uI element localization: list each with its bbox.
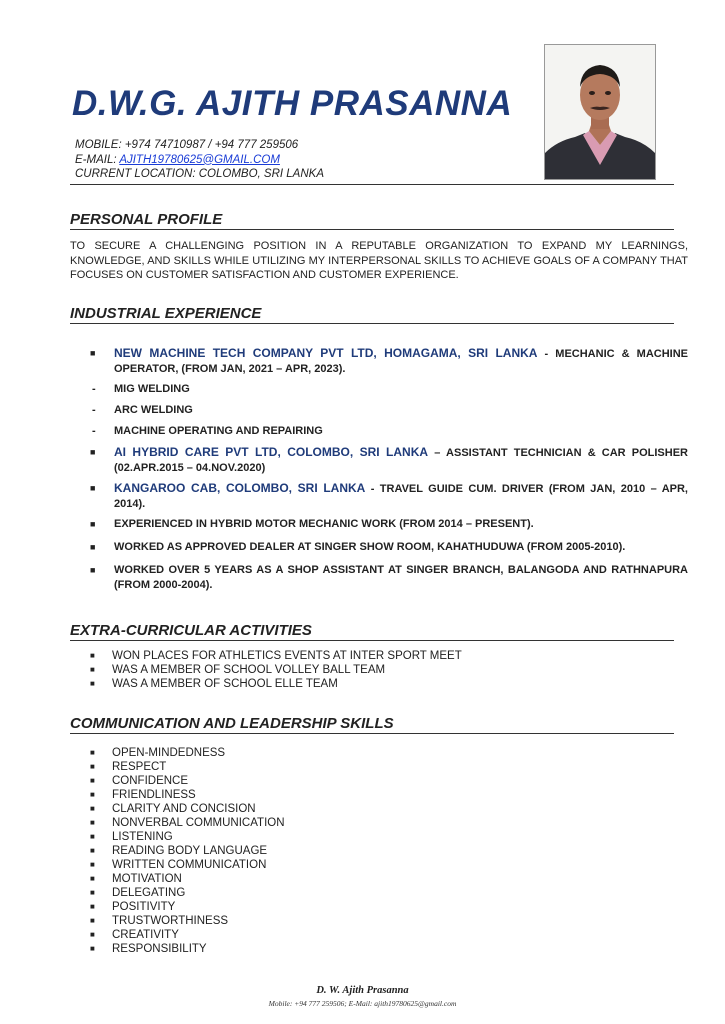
square-bullet-icon: ■ [90, 930, 95, 939]
list-item [90, 816, 285, 830]
square-bullet-icon: ■ [90, 944, 95, 953]
list-item [90, 914, 285, 928]
experience-item [90, 445, 688, 476]
experience-item [90, 517, 688, 532]
contact-block [75, 138, 324, 182]
section-title-extra-curricular: EXTRA-CURRICULAR ACTIVITIES [70, 622, 674, 641]
skill-text: RESPONSIBILITY [112, 943, 207, 955]
dash-bullet-icon: - [92, 425, 96, 437]
square-bullet-icon: ■ [90, 348, 96, 358]
square-bullet-icon: ■ [90, 483, 96, 493]
experience-list [90, 346, 688, 593]
list-item [90, 886, 285, 900]
header-divider [70, 184, 674, 185]
skill-text: READING BODY LANGUAGE [112, 845, 268, 857]
skill-text: NONVERBAL COMMUNICATION [112, 817, 285, 829]
sub-list-container [90, 382, 688, 439]
skill-text: LISTENING [112, 831, 173, 843]
square-bullet-icon: ■ [90, 519, 96, 529]
experience-item [90, 540, 688, 555]
skill-text: FRIENDLINESS [112, 789, 196, 801]
list-item [90, 677, 462, 691]
list-item [90, 858, 285, 872]
email-label: E-MAIL: [75, 153, 120, 166]
list-item [90, 760, 285, 774]
square-bullet-icon: ■ [90, 860, 95, 869]
footer-contact: Mobile: +94 777 259506; E-Mail: ajith19780625@gmail.com [268, 999, 457, 1008]
list-item [90, 830, 285, 844]
skill-text: CREATIVITY [112, 929, 179, 941]
square-bullet-icon: ■ [90, 651, 95, 660]
square-bullet-icon: ■ [90, 542, 96, 552]
footer-name: D. W. Ajith Prasanna [316, 985, 409, 996]
list-item [90, 649, 462, 663]
email-line [75, 153, 324, 168]
role-details: - TRAVEL GUIDE CUM. DRIVER (FROM JAN, 2010 – APR, 2014). [114, 483, 688, 510]
list-item [90, 802, 285, 816]
role-details: - MECHANIC & MACHINE OPERATOR, (FROM JAN, 2021 – APR, 2023). [114, 348, 688, 375]
location-line: CURRENT LOCATION: COLOMBO, SRI LANKA [75, 168, 324, 180]
portrait-illustration [545, 45, 655, 179]
personal-profile-text: TO SECURE A CHALLENGING POSITION IN A REPUTABLE ORGANIZATION TO EXPAND MY LEARNINGS, KNOWLEDGE, AND SKILLS WHILE UTILIZING MY INTERPERSONAL SKILLS TO ACHIEVE GOALS OF A COMPANY THAT FOCUSES ON CUSTOMER SATISFACTION AND CUSTOMER EXPERIENCE. [70, 240, 688, 281]
dash-bullet-icon: - [92, 404, 96, 416]
square-bullet-icon: ■ [90, 804, 95, 813]
company-name: AI HYBRID CARE PVT LTD, COLOMBO, SRI LANKA [114, 445, 429, 459]
square-bullet-icon: ■ [90, 874, 95, 883]
sub-item-text: ARC WELDING [114, 404, 193, 416]
skill-text: POSITIVITY [112, 901, 176, 913]
square-bullet-icon: ■ [90, 790, 95, 799]
sub-list-item [90, 403, 688, 418]
skill-text: OPEN-MINDEDNESS [112, 747, 226, 759]
square-bullet-icon: ■ [90, 818, 95, 827]
skill-text: CONFIDENCE [112, 775, 189, 787]
square-bullet-icon: ■ [90, 832, 95, 841]
skill-text: DELEGATING [112, 887, 186, 899]
activity-text: WON PLACES FOR ATHLETICS EVENTS AT INTER SPORT MEET [112, 650, 462, 662]
company-name: NEW MACHINE TECH COMPANY PVT LTD, HOMAGAMA, SRI LANKA [114, 346, 538, 360]
role-details: – ASSISTANT TECHNICIAN & CAR POLISHER (02.APR.2015 – 04.NOV.2020) [114, 447, 688, 474]
list-item [90, 788, 285, 802]
sub-item-text: MACHINE OPERATING AND REPAIRING [114, 425, 323, 437]
profile-photo [544, 44, 656, 180]
skills-sub-list [90, 382, 688, 439]
list-item [90, 928, 285, 942]
activities-list [90, 649, 462, 691]
activity-text: WAS A MEMBER OF SCHOOL VOLLEY BALL TEAM [112, 664, 386, 676]
list-item [90, 942, 285, 956]
sub-item-text: MIG WELDING [114, 383, 190, 395]
section-title-industrial-experience: INDUSTRIAL EXPERIENCE [70, 305, 674, 324]
square-bullet-icon: ■ [90, 776, 95, 785]
section-title-personal-profile: PERSONAL PROFILE [70, 211, 674, 230]
experience-text: WORKED OVER 5 YEARS AS A SHOP ASSISTANT AT SINGER BRANCH, BALANGODA AND RATHNAPURA (FROM 2000-2004). [114, 564, 688, 591]
list-item [90, 872, 285, 886]
square-bullet-icon: ■ [90, 846, 95, 855]
experience-item [90, 346, 688, 377]
square-bullet-icon: ■ [90, 447, 96, 457]
skill-text: TRUSTWORTHINESS [112, 915, 229, 927]
email-link[interactable]: AJITH19780625@GMAIL.COM [119, 153, 280, 166]
experience-text: WORKED AS APPROVED DEALER AT SINGER SHOW ROOM, KAHATHUDUWA (FROM 2005-2010). [114, 541, 626, 553]
list-item [90, 900, 285, 914]
square-bullet-icon: ■ [90, 748, 95, 757]
square-bullet-icon: ■ [90, 565, 96, 575]
skills-list [90, 746, 285, 956]
skill-text: MOTIVATION [112, 873, 182, 885]
square-bullet-icon: ■ [90, 888, 95, 897]
list-item [90, 746, 285, 760]
square-bullet-icon: ■ [90, 679, 95, 688]
mobile-line: MOBILE: +974 74710987 / +94 777 259506 [75, 139, 299, 151]
square-bullet-icon: ■ [90, 665, 95, 674]
dash-bullet-icon: - [92, 383, 96, 395]
experience-item [90, 563, 688, 593]
square-bullet-icon: ■ [90, 902, 95, 911]
skill-text: CLARITY AND CONCISION [112, 803, 256, 815]
section-title-communication-skills: COMMUNICATION AND LEADERSHIP SKILLS [70, 715, 674, 734]
list-item [90, 844, 285, 858]
square-bullet-icon: ■ [90, 762, 95, 771]
list-item [90, 774, 285, 788]
square-bullet-icon: ■ [90, 916, 95, 925]
sub-list-item [90, 382, 688, 397]
skill-text: WRITTEN COMMUNICATION [112, 859, 267, 871]
candidate-name: D.W.G. AJITH PRASANNA [72, 84, 513, 123]
experience-item [90, 481, 688, 512]
activity-text: WAS A MEMBER OF SCHOOL ELLE TEAM [112, 678, 338, 690]
company-name: KANGAROO CAB, COLOMBO, SRI LANKA [114, 481, 366, 495]
skill-text: RESPECT [112, 761, 167, 773]
list-item [90, 663, 462, 677]
sub-list-item [90, 424, 688, 439]
experience-text: EXPERIENCED IN HYBRID MOTOR MECHANIC WORK (FROM 2014 – PRESENT). [114, 518, 534, 530]
